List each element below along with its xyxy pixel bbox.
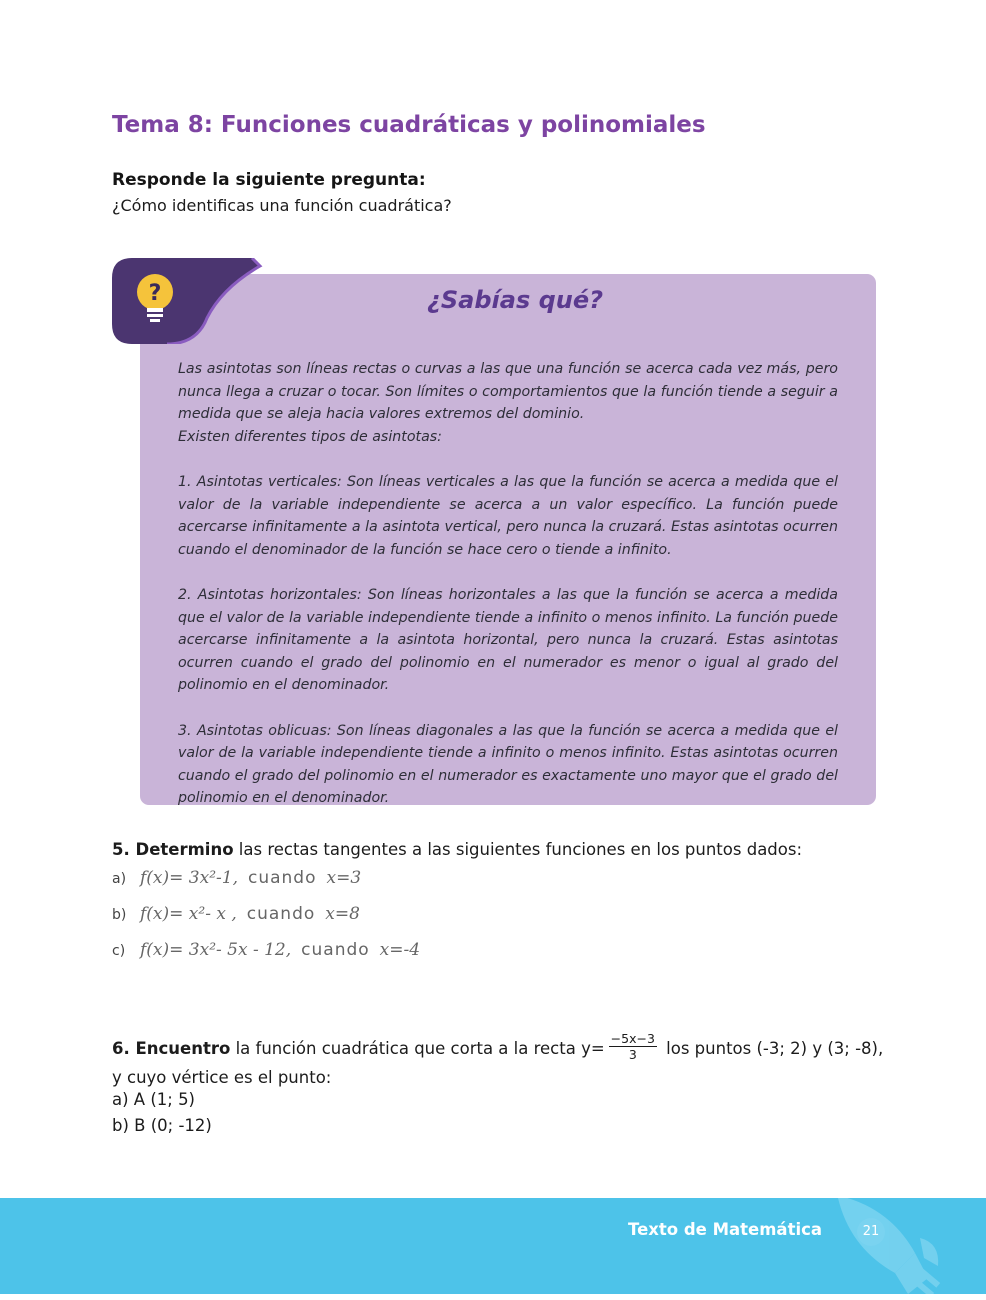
exercise-6-statement bbox=[112, 1031, 892, 1091]
exercise-5-text: las rectas tangentes a las siguientes funciones en los puntos dados: bbox=[233, 840, 803, 859]
info-paragraph: 1. Asintotas verticales: Son líneas verticales a las que la función se acerca a medida que el valor de la variable independiente se acerca a un valor específico. La función puede acercarse infinitamente a la asintota vertical, pero nunca la cruzará. Estas asintotas ocurren cuando el denominador de la función se hace cero o tiende a infinito. bbox=[178, 473, 838, 558]
item-letter: c) bbox=[112, 943, 126, 959]
info-tab bbox=[112, 258, 272, 344]
info-paragraph: 3. Asintotas oblicuas: Son líneas diagonales a las que la función se acerca a medida que el valor de la variable independiente tiende a infinito o menos infinito. Estas asintotas ocurren cuando el grado del polinomio en el numerador es exactamente uno mayor que el grado del polinomio en el denominador. bbox=[178, 722, 838, 807]
item-letter: b) bbox=[112, 907, 127, 923]
footer-bar bbox=[0, 1198, 986, 1294]
item-formula: f(x)= 3x²- 5x - 12, bbox=[140, 940, 292, 960]
svg-text:?: ? bbox=[148, 281, 162, 306]
exercise-6-option-b: b) B (0; -12) bbox=[112, 1116, 212, 1135]
info-paragraph: Existen diferentes tipos de asintotas: bbox=[178, 428, 442, 445]
item-when: cuando bbox=[301, 940, 370, 960]
fraction-numerator: −5x−3 bbox=[610, 1031, 655, 1046]
exercise-5-item-b bbox=[112, 904, 360, 932]
item-point: x=-4 bbox=[379, 940, 421, 960]
exercise-6-lead: 6. Encuentro bbox=[112, 1039, 231, 1058]
item-point: x=8 bbox=[325, 904, 360, 924]
fraction bbox=[609, 1031, 657, 1062]
exercise-5-item-c bbox=[112, 940, 420, 968]
item-letter: a) bbox=[112, 871, 127, 887]
item-when: cuando bbox=[247, 868, 317, 888]
item-formula: f(x)= 3x²-1, bbox=[140, 868, 238, 888]
info-box-body bbox=[178, 358, 838, 810]
item-formula: f(x)= x²- x , bbox=[140, 904, 237, 924]
fraction-denominator: 3 bbox=[628, 1047, 637, 1062]
exercise-5-item-a bbox=[112, 868, 361, 896]
question-heading: Responde la siguiente pregunta: bbox=[112, 170, 426, 190]
exercise-6-option-a: a) A (1; 5) bbox=[112, 1090, 195, 1109]
info-paragraph: Las asintotas son líneas rectas o curvas a las que una función se acerca cada vez más, pero nunca llega a cruzar o tocar. Son límites o comportamientos que la función tiende a seguir a medida que se aleja hacia valores extremos del dominio. bbox=[178, 361, 838, 423]
info-box-title: ¿Sabías qué? bbox=[426, 286, 604, 314]
exercise-5-statement bbox=[112, 840, 802, 859]
exercise-5-lead: 5. Determino bbox=[112, 840, 234, 859]
item-point: x=3 bbox=[326, 868, 362, 888]
question-text: ¿Cómo identificas una función cuadrática? bbox=[112, 196, 452, 215]
rocket-icon bbox=[820, 1198, 950, 1294]
info-paragraph: 2. Asintotas horizontales: Son líneas horizontales a las que la función se acerca a medida que el valor de la variable independiente tiende a infinito o menos infinito. La función puede acercarse infinitamente a la asintota horizontal, pero nunca la cruzará. Estas asintotas ocurren cuando el grado del polinomio en el numerador es menor o igual al grado del polinomio en el denominador. bbox=[178, 586, 838, 694]
page-title: Tema 8: Funciones cuadráticas y polinomiales bbox=[112, 112, 706, 138]
footer-label: Texto de Matemática bbox=[628, 1220, 823, 1239]
exercise-6-text-after: los puntos (-3; 2) y (3; -8), y cuyo vértice es el punto: bbox=[112, 1039, 884, 1087]
item-when: cuando bbox=[246, 904, 316, 924]
exercise-6-text: la función cuadrática que corta a la recta y= bbox=[230, 1039, 605, 1058]
page-number: 21 bbox=[857, 1218, 885, 1246]
